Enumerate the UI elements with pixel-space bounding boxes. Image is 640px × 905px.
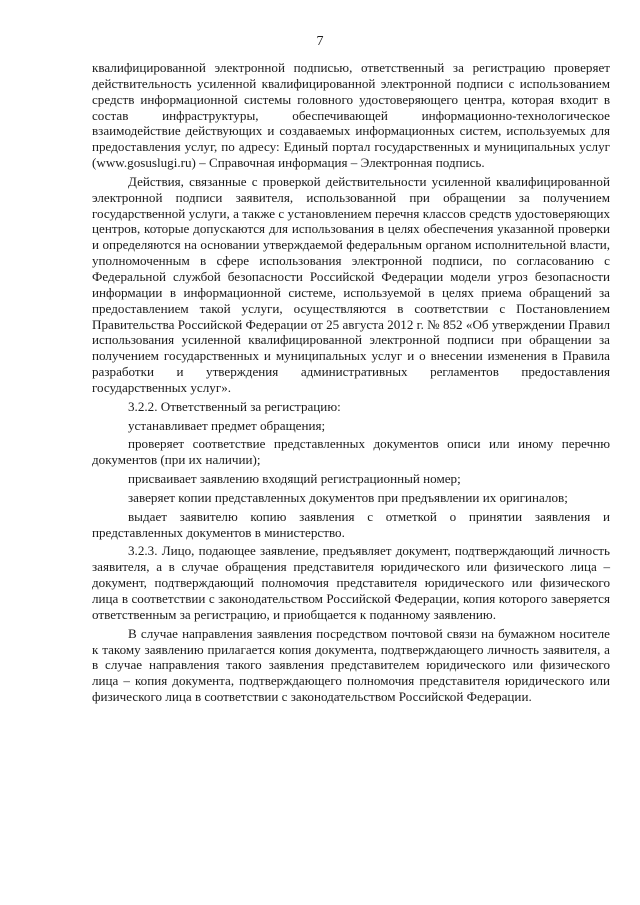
paragraph-actions: Действия, связанные с проверкой действительности усиленной квалифицированной электронной подписи заявителя, использованной при обращении за получением государственной услуги, а также с установлением перечня классов средств удостоверяющих центров, которые допускаются для использования в целях обеспечения указанной проверки и определяются на основании утверждаемой федеральным органом исполнительной власти, уполномоченным в сфере использования электронной подписи, по согласованию с Федеральной службой безопасности Российской Федерации модели угроз безопасности информации в информационной системе, используемой в целях приема обращений за предоставлением такой услуги, осуществляются в соответствии с Постановлением Правительства Российской Федерации от 25 августа 2012 г. № 852 «Об утверждении Правил использования усиленной квалифицированной электронной подписи при обращении за получением государственных и муниципальных услуг и о внесении изменения в Правила разработки и утверждения административных регламентов предоставления государственных услуг». <box>92 173 610 395</box>
paragraph-3-2-3: 3.2.3. Лицо, подающее заявление, предъявляет документ, подтверждающий личность заявителя, а в случае обращения представителя юридического или физического лица – документ, подтверждающий полномочия представителя юридического или физического лица в соответствии с законодательством Российской Федерации, копия которого заверяется ответственным за регистрацию, и приобщается к поданному заявлению. <box>92 543 610 622</box>
list-item-issue-copy: выдает заявителю копию заявления с отметкой о принятии заявления и представленных документов в министерство. <box>92 508 610 540</box>
page-number: 7 <box>316 34 324 49</box>
paragraph-3-2-2: 3.2.2. Ответственный за регистрацию: <box>128 398 341 414</box>
list-item-assign-number: присваивает заявлению входящий регистрационный номер; <box>128 471 461 487</box>
paragraph-signature-check: квалифицированной электронной подписью, ответственный за регистрацию проверяет действительность усиленной квалифицированной электронной подписи с использованием средств информационной системы головного удостоверяющего центра, которая входит в состав инфраструктуры, обеспечивающей информационно-технологическое взаимодействие действующих и создаваемых информационных систем, используемых для предоставления услуг, по адресу: Единый портал государственных и муниципальных услуг (www.gosuslugi.ru) – Справочная информация – Электронная подпись. <box>92 60 610 171</box>
list-item-certify-copies: заверяет копии представленных документов при предъявлении их оригиналов; <box>128 489 568 505</box>
list-item-subject: устанавливает предмет обращения; <box>128 417 326 433</box>
document-body <box>92 60 610 705</box>
list-item-check-documents: проверяет соответствие представленных документов описи или иному перечню документов (при их наличии); <box>92 436 610 468</box>
paragraph-postal: В случае направления заявления посредством почтовой связи на бумажном носителе к такому заявлению прилагается копия документа, подтверждающего личность заявителя, а в случае направления такого заявления представителем юридического или физического лица – копия документа, подтверждающего полномочия представителя юридического или физического лица в соответствии с законодательством Российской Федерации. <box>92 625 610 705</box>
